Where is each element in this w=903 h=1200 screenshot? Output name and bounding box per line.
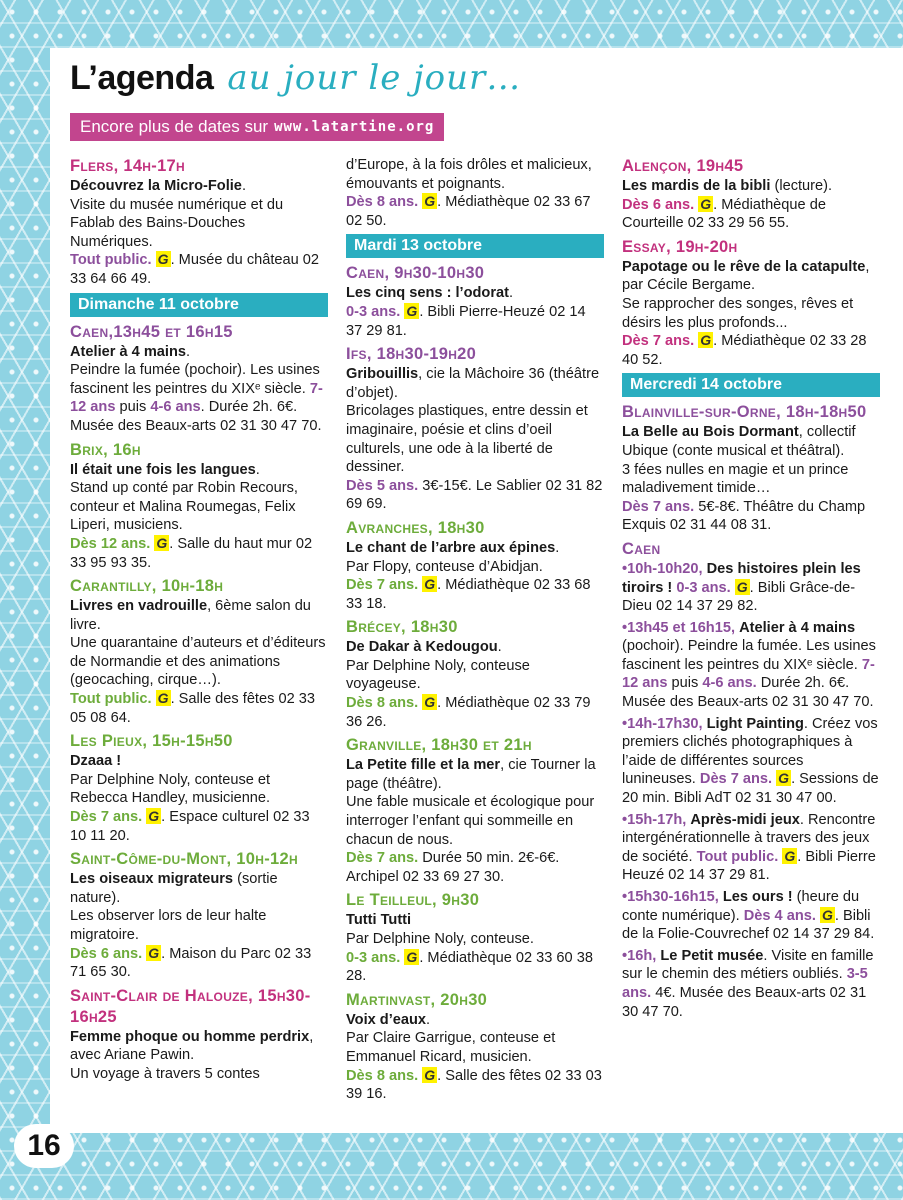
event-info: . Musée du château 02 33 64 66 49. bbox=[70, 252, 320, 287]
event-description: Un voyage à travers 5 contes bbox=[70, 1065, 260, 1082]
promo-banner bbox=[70, 113, 444, 141]
event-name: Tutti Tutti bbox=[346, 912, 412, 929]
sub-event bbox=[622, 560, 880, 616]
sub-event bbox=[622, 619, 880, 712]
free-badge: G bbox=[821, 906, 833, 923]
free-badge: G bbox=[778, 770, 790, 787]
column-1 bbox=[70, 156, 328, 1088]
event-connector: puis bbox=[119, 399, 147, 416]
event-name: Le chant de l’arbre aux épines bbox=[346, 539, 556, 556]
event-description: Se rapprocher des songes, rêves et désirs les plus profonds... bbox=[622, 295, 854, 331]
free-badge: G bbox=[784, 847, 796, 864]
event-connector: puis bbox=[671, 675, 699, 692]
event-age: Dès 6 ans. bbox=[622, 196, 695, 213]
event-place: Martinvast, 20h30 bbox=[346, 990, 488, 1009]
page-title: L’agenda bbox=[70, 59, 214, 97]
event-info: . Sessions de 20 min. Bibli AdT 02 31 30 47 00. bbox=[622, 771, 879, 807]
event-info: . Salle des fêtes 02 33 03 39 16. bbox=[346, 1067, 602, 1103]
event-name: La Belle au Bois Dormant bbox=[622, 424, 799, 441]
event-description: Par Delphine Noly, conteuse et Rebecca Handley, musicienne. bbox=[70, 771, 271, 807]
event-item: Brix, 16h Il était une fois les langues. Stand up conté par Robin Recours, conteur et Malina Roumegas, Felix Liperi, musiciens. Dès 12 ans. G . Salle du haut mur 02 33 95 93 35. bbox=[70, 440, 328, 573]
event-name: Atelier à 4 mains bbox=[70, 343, 186, 360]
event-age: Tout public. bbox=[70, 252, 152, 269]
event-description: Par Flopy, conteuse d’Abidjan. bbox=[346, 558, 543, 575]
sub-event bbox=[622, 715, 880, 808]
event-place: Blainville-sur-Orne, 18h-18h50 bbox=[622, 403, 867, 422]
promo-url-link[interactable]: www.latartine.org bbox=[274, 119, 435, 135]
free-badge: G bbox=[406, 948, 418, 965]
event-description: Stand up conté par Robin Recours, conteur et Malina Roumegas, Felix Liperi, musiciens. bbox=[70, 480, 298, 534]
event-info: 5€-8€. Théâtre du Champ Exquis 02 31 44 08 31. bbox=[622, 498, 866, 534]
event-age: Dès 4 ans. bbox=[743, 907, 816, 924]
event-age: Tout public. bbox=[70, 691, 152, 708]
event-description: Par Delphine Noly, conteuse voyageuse. bbox=[346, 657, 530, 693]
event-item bbox=[346, 735, 604, 886]
free-badge: G bbox=[424, 694, 436, 711]
event-name: Gribouillis bbox=[346, 366, 419, 383]
event-description: Les observer lors de leur halte migratoire. bbox=[70, 908, 267, 943]
sub-event-time: •16h, bbox=[622, 947, 657, 964]
event-item bbox=[622, 156, 880, 233]
event-info: . Bibli Pierre-Heuzé 02 14 37 29 81. bbox=[346, 303, 586, 339]
event-item bbox=[70, 576, 328, 727]
event-description: Une fable musicale et écologique pour interroger l’enfant qui sommeille en chacun de nous. bbox=[346, 794, 595, 848]
event-age: 4-6 ans bbox=[150, 399, 201, 416]
event-info: . Salle des fêtes 02 33 05 08 64. bbox=[70, 691, 315, 726]
free-badge: G bbox=[156, 534, 168, 551]
event-place: Les Pieux, 15h-15h50 bbox=[70, 732, 233, 751]
free-badge: G bbox=[157, 690, 169, 707]
day-header: Dimanche 11 octobre bbox=[70, 293, 328, 317]
free-badge: G bbox=[736, 578, 748, 595]
event-age: 7-12 ans bbox=[70, 380, 323, 416]
event-description: d’Europe, à la fois drôles et malicieux, émouvants et poignants. bbox=[346, 157, 592, 192]
event-age: 4-6 ans. bbox=[702, 675, 757, 692]
free-badge: G bbox=[424, 1066, 436, 1083]
free-badge: G bbox=[424, 193, 436, 210]
event-place: Flers, 14h-17h bbox=[70, 157, 185, 175]
event-age: 0-3 ans. bbox=[676, 579, 731, 596]
free-badge: G bbox=[700, 195, 712, 212]
event-description: (heure du conte numérique). bbox=[622, 889, 860, 924]
sub-event-time: •13h45 et 16h15, bbox=[622, 619, 736, 636]
event-info: . Médiathèque 02 33 79 36 26. bbox=[346, 695, 591, 730]
sub-event-title: Après-midi jeux bbox=[690, 811, 800, 828]
event-name: Dzaaa ! bbox=[70, 753, 122, 770]
event-description: Bricolages plastiques, entre dessin et imaginaire, poésie et clins d’oeil culturels, une ode à la liberté de dessiner. bbox=[346, 403, 588, 476]
sub-event bbox=[622, 947, 880, 1021]
sub-event bbox=[622, 888, 880, 944]
free-badge: G bbox=[148, 944, 160, 961]
event-place: Caen,13h45 et 16h15 bbox=[70, 322, 233, 341]
event-name: Les oiseaux migrateurs bbox=[70, 871, 234, 888]
event-age: Dès 8 ans. bbox=[346, 695, 419, 712]
event-place: Ifs, 18h30-19h20 bbox=[346, 345, 477, 364]
event-name: Papotage ou le rêve de la catapulte bbox=[622, 258, 866, 275]
event-description: Par Claire Garrigue, conteuse et Emmanuel Ricard, musicien. bbox=[346, 1030, 556, 1065]
event-age: 0-3 ans. bbox=[346, 303, 401, 320]
event-name: Les mardis de la bibli bbox=[622, 178, 771, 194]
event-item bbox=[346, 890, 604, 985]
event-place: Avranches, 18h30 bbox=[346, 518, 485, 537]
event-place: Saint-Côme-du-Mont, 10h-12h bbox=[70, 850, 298, 869]
event-info: . Médiathèque de Courteille 02 33 29 56 55. bbox=[622, 196, 826, 232]
event-place: Saint-Clair de Halouze, 15h30-16h25 bbox=[70, 986, 311, 1026]
sub-event-title: Atelier à 4 mains bbox=[739, 619, 856, 636]
event-place: Essay, 19h-20h bbox=[622, 237, 738, 256]
event-description: (pochoir). Peindre la fumée. Les usines fascinent les peintres du XIXᵉ siècle. bbox=[622, 638, 876, 673]
event-info: . Maison du Parc 02 33 71 65 30. bbox=[70, 945, 312, 981]
event-info: . Salle du haut mur 02 33 95 93 35. bbox=[70, 535, 313, 571]
event-info: . Médiathèque 02 33 68 33 18. bbox=[346, 577, 591, 612]
event-description: Peindre la fumée (pochoir). Les usines fascinent les peintres du XIXᵉ siècle. bbox=[70, 362, 320, 397]
page-header bbox=[70, 58, 521, 98]
sub-event-title: Light Painting bbox=[706, 715, 804, 732]
event-age: Dès 7 ans. bbox=[622, 498, 695, 515]
event-name: De Dakar à Kedougou bbox=[346, 639, 498, 656]
event-place: Caen bbox=[622, 539, 661, 558]
event-description: . Rencontre intergénérationnelle à travers des jeux de société. bbox=[622, 811, 876, 865]
event-info: . Bibli Grâce-de-Dieu 02 14 37 29 82. bbox=[622, 579, 856, 615]
event-description: (sortie nature). bbox=[70, 871, 278, 906]
event-info: . Médiathèque 02 33 28 40 52. bbox=[622, 333, 867, 368]
event-description: . Créez vos premiers clichés photographiques à l’aide de différentes sources lunineuses. bbox=[622, 715, 878, 788]
event-item bbox=[346, 156, 604, 230]
event-info: Durée 50 min. 2€-6€. Archipel 02 33 69 27 30. bbox=[346, 850, 560, 885]
event-place: Alençon, 19h45 bbox=[622, 157, 744, 175]
free-badge: G bbox=[700, 332, 712, 349]
event-age: 3-5 ans. bbox=[622, 966, 868, 1001]
column-3 bbox=[622, 156, 880, 1025]
sub-event-time: •14h-17h30, bbox=[622, 715, 703, 732]
sub-event bbox=[622, 811, 880, 885]
event-description: , cie Tourner la page (théâtre). bbox=[346, 757, 596, 792]
event-description: , 6ème salon du livre. bbox=[70, 598, 311, 633]
event-place: Caen, 9h30-10h30 bbox=[346, 264, 485, 283]
event-info: Durée 2h. 6€. Musée des Beaux-arts 02 31 30 47 70. bbox=[622, 675, 874, 711]
event-name: Femme phoque ou homme perdrix bbox=[70, 1028, 310, 1045]
event-description: 3 fées nulles en magie et un prince maladivement timide… bbox=[622, 461, 849, 497]
event-item bbox=[70, 731, 328, 845]
page-number: 16 bbox=[14, 1124, 74, 1168]
event-name: Découvrez la Micro-Folie bbox=[70, 178, 242, 194]
event-item bbox=[70, 986, 328, 1084]
event-item bbox=[622, 539, 880, 1021]
event-age: Dès 7 ans. bbox=[70, 809, 143, 826]
event-description: (lecture). bbox=[770, 178, 833, 194]
event-item bbox=[622, 402, 880, 535]
free-badge: G bbox=[424, 576, 436, 593]
event-place: Brécey, 18h30 bbox=[346, 618, 458, 637]
event-item bbox=[70, 849, 328, 982]
event-description: . Visite en famille sur le chemin des métiers oubliés. bbox=[622, 947, 874, 983]
event-item bbox=[622, 237, 880, 370]
event-info: . Durée 2h. 6€. Musée des Beaux-arts 02 31 30 47 70. bbox=[70, 399, 322, 434]
event-info: 4€. Musée des Beaux-arts 02 31 30 47 70. bbox=[622, 984, 867, 1020]
event-age: Dès 12 ans. bbox=[70, 535, 151, 552]
event-age: Dès 7 ans. bbox=[346, 577, 419, 594]
event-info: . Médiathèque 02 33 67 02 50. bbox=[346, 194, 591, 229]
event-age: Dès 7 ans. bbox=[346, 850, 419, 867]
event-age: Dès 7 ans. bbox=[699, 771, 773, 788]
event-description: Une quarantaine d’auteurs et d’éditeurs de Normandie et des animations (geocaching, cirque…). bbox=[70, 635, 326, 689]
free-badge: G bbox=[157, 251, 169, 268]
event-description: , avec Ariane Pawin. bbox=[70, 1028, 314, 1064]
free-badge: G bbox=[148, 808, 160, 825]
event-place: Brix, 16h bbox=[70, 440, 141, 459]
event-age: 0-3 ans. bbox=[346, 949, 401, 966]
event-age: Dès 8 ans. bbox=[346, 1067, 419, 1084]
event-name: La Petite fille et la mer bbox=[346, 757, 501, 774]
event-description: , collectif Ubique (conte musical et théâtral). bbox=[622, 424, 856, 459]
event-age: Dès 5 ans. bbox=[346, 477, 419, 494]
event-info: . Bibli de la Folie-Couvrechef 02 14 37 29 84. bbox=[622, 907, 875, 943]
event-item: Brécey, 18h30 De Dakar à Kedougou. Par Delphine Noly, conteuse voyageuse. Dès 8 ans. G . Médiathèque 02 33 79 36 26. bbox=[346, 617, 604, 731]
event-info: . Espace culturel 02 33 10 11 20. bbox=[70, 809, 310, 844]
event-item: Caen,13h45 et 16h15 Atelier à 4 mains. Peindre la fumée (pochoir). Les usines fascinent les peintres du XIXᵉ siècle. 7-12 ans puis 4-6 ans. Durée 2h. 6€. Musée des Beaux-arts 02 31 30 47 70. bbox=[70, 322, 328, 436]
event-name: Il était une fois les langues bbox=[70, 461, 256, 478]
event-place: Carantilly, 10h-18h bbox=[70, 577, 224, 596]
event-place: Le Teilleul, 9h30 bbox=[346, 891, 480, 910]
event-item: Caen, 9h30-10h30 Les cinq sens : l’odorat. 0-3 ans. G . Bibli Pierre-Heuzé 02 14 37 29 81. bbox=[346, 263, 604, 340]
column-2 bbox=[346, 156, 604, 1108]
event-item: Avranches, 18h30 Le chant de l’arbre aux épines. Par Flopy, conteuse d’Abidjan. Dès 7 ans. G . Médiathèque 02 33 68 33 18. bbox=[346, 518, 604, 613]
event-place: Granville, 18h30 et 21h bbox=[346, 736, 532, 755]
event-name: Livres en vadrouille bbox=[70, 598, 208, 615]
event-age: Dès 7 ans. bbox=[622, 333, 695, 350]
event-info: . Médiathèque 02 33 60 38 28. bbox=[346, 949, 593, 985]
event-name: Les cinq sens : l’odorat bbox=[346, 285, 509, 302]
event-description: , par Cécile Bergame. bbox=[622, 258, 870, 294]
event-item: Flers, 14h-17h Découvrez la Micro-Folie. Visite du musée numérique et du Fablab des Bains-Douches Numériques. Tout public. G . Musée du château 02 33 64 66 49. bbox=[70, 156, 328, 289]
event-description: Par Delphine Noly, conteuse. bbox=[346, 931, 534, 947]
event-item: Martinvast, 20h30 Voix d’eaux. Par Claire Garrigue, conteuse et Emmanuel Ricard, musicien. Dès 8 ans. G . Salle des fêtes 02 33 03 39 16. bbox=[346, 990, 604, 1104]
sub-event-title: Le Petit musée bbox=[660, 947, 764, 964]
promo-text: Encore plus de dates sur bbox=[80, 117, 269, 136]
event-age: Tout public. bbox=[696, 848, 779, 865]
sub-event-title: Les ours ! bbox=[722, 889, 793, 905]
event-name: Voix d’eaux bbox=[346, 1011, 427, 1028]
event-description: , cie la Mâchoire 36 (théâtre d’objet). bbox=[346, 366, 600, 401]
event-age: Dès 6 ans. bbox=[70, 945, 143, 962]
event-description: Visite du musée numérique et du Fablab des Bains-Douches Numériques. bbox=[70, 196, 284, 250]
sub-event-title: Des histoires plein les tiroirs ! bbox=[622, 560, 861, 596]
day-header: Mardi 13 octobre bbox=[346, 234, 604, 258]
sub-event-time: •15h30-16h15, bbox=[622, 889, 719, 905]
event-info: 3€-15€. Le Sablier 02 31 82 69 69. bbox=[346, 477, 603, 513]
sub-event-time: •15h-17h, bbox=[622, 811, 687, 828]
day-header: Mercredi 14 octobre bbox=[622, 373, 880, 397]
event-age: Dès 8 ans. bbox=[346, 194, 419, 211]
sub-event-time: •10h-10h20, bbox=[622, 560, 703, 577]
event-info: . Bibli Pierre Heuzé 02 14 37 29 81. bbox=[622, 848, 876, 884]
event-age: 7-12 ans bbox=[622, 656, 875, 692]
free-badge: G bbox=[406, 302, 418, 319]
page-subtitle: au jour le jour… bbox=[227, 58, 522, 98]
event-item bbox=[346, 344, 604, 514]
